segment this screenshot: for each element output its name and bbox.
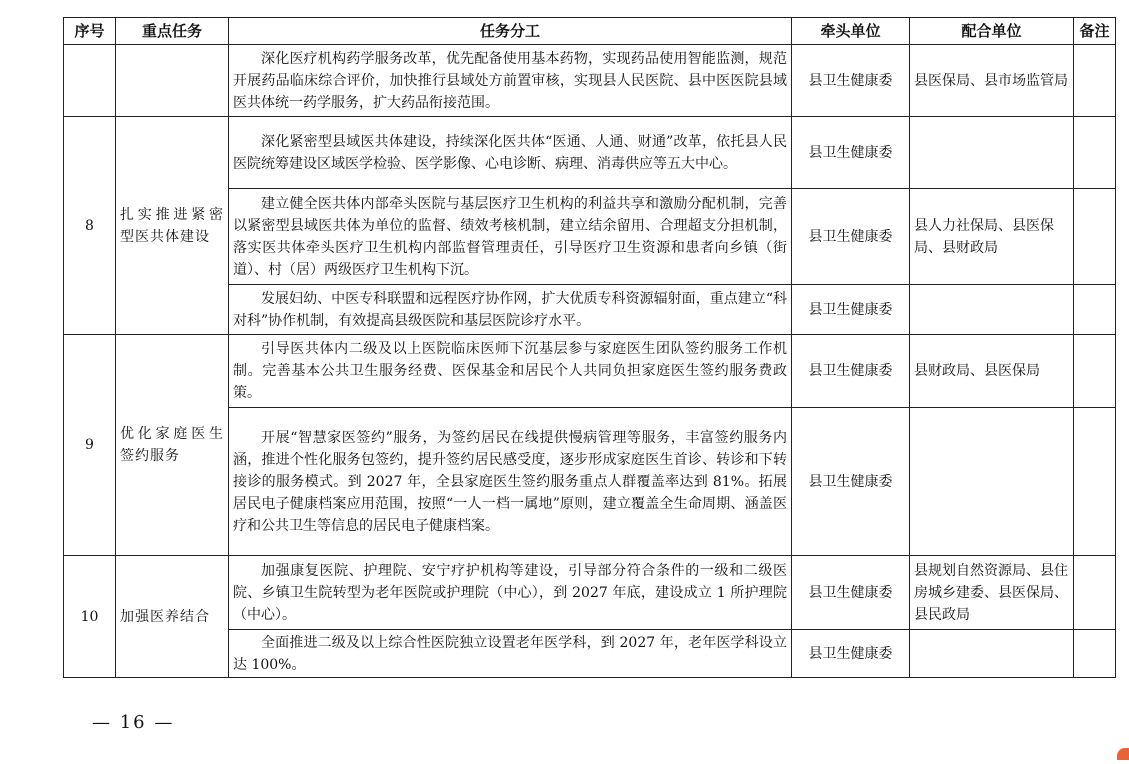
coop-unit-cell: 县财政局、县医保局	[910, 335, 1074, 408]
header-lead-unit: 牵头单位	[792, 18, 910, 45]
task-cell: 发展妇幼、中医专科联盟和远程医疗协作网，扩大优质专科资源辐射面，重点建立“科对科”协作机制，有效提高县级医院和基层医院诊疗水平。	[229, 285, 792, 335]
lead-unit-cell: 县卫生健康委	[792, 335, 910, 408]
table-row	[64, 45, 1116, 117]
key-task-cell: 优化家庭医生签约服务	[116, 335, 229, 556]
coop-unit-cell	[910, 630, 1074, 678]
table-row	[64, 556, 1116, 630]
coop-unit-cell	[910, 408, 1074, 556]
task-cell: 深化医疗机构药学服务改革，优先配备使用基本药物，实现药品使用智能监测，规范开展药品临床综合评价，加快推行县域处方前置审核，实现县人民医院、县中医医院县域医共体统一药学服务，扩大药品衔接范围。	[229, 45, 792, 117]
remark-cell	[1074, 117, 1116, 189]
remark-cell	[1074, 408, 1116, 556]
lead-unit-cell: 县卫生健康委	[792, 408, 910, 556]
remark-cell	[1074, 630, 1116, 678]
seq-cell	[64, 45, 116, 117]
remark-cell	[1074, 556, 1116, 630]
table-row	[64, 117, 1116, 189]
coop-unit-cell	[910, 285, 1074, 335]
remark-cell	[1074, 45, 1116, 117]
coop-unit-cell: 县规划自然资源局、县住房城乡建委、县医保局、县民政局	[910, 556, 1074, 630]
seq-cell: 10	[64, 556, 116, 678]
remark-cell	[1074, 335, 1116, 408]
table-row	[64, 335, 1116, 408]
coop-unit-cell	[910, 117, 1074, 189]
task-table	[63, 17, 1116, 678]
coop-unit-cell: 县医保局、县市场监管局	[910, 45, 1074, 117]
header-division: 任务分工	[229, 18, 792, 45]
lead-unit-cell: 县卫生健康委	[792, 189, 910, 285]
header-seq: 序号	[64, 18, 116, 45]
task-cell: 全面推进二级及以上综合性医院独立设置老年医学科，到 2027 年，老年医学科设立达 100%。	[229, 630, 792, 678]
header-remark: 备注	[1074, 18, 1116, 45]
task-cell: 开展“智慧家医签约”服务，为签约居民在线提供慢病管理等服务，丰富签约服务内涵，推进个性化服务包签约，提升签约居民感受度，逐步形成家庭医生首诊、转诊和下转接诊的服务模式。到 2027 年，全县家庭医生签约服务重点人群覆盖率达到 81%。拓展居民电子健康档案应用范围，按照“一人一档一属地”原则，建立覆盖全生命周期、涵盖医疗和公共卫生等信息的居民电子健康档案。	[229, 408, 792, 556]
task-cell: 引导医共体内二级及以上医院临床医师下沉基层参与家庭医生团队签约服务工作机制。完善基本公共卫生服务经费、医保基金和居民个人共同负担家庭医生签约服务费政策。	[229, 335, 792, 408]
seq-cell: 8	[64, 117, 116, 335]
task-cell: 建立健全医共体内部牵头医院与基层医疗卫生机构的利益共享和激励分配机制，完善以紧密型县域医共体为单位的监督、绩效考核机制，建立结余留用、合理超支分担机制，落实医共体牵头医疗卫生机构内部监督管理责任，引导医疗卫生资源和患者向乡镇（街道）、村（居）两级医疗卫生机构下沉。	[229, 189, 792, 285]
lead-unit-cell: 县卫生健康委	[792, 45, 910, 117]
corner-decoration	[1117, 748, 1129, 760]
lead-unit-cell: 县卫生健康委	[792, 285, 910, 335]
remark-cell	[1074, 189, 1116, 285]
table-header-row	[64, 18, 1116, 45]
key-task-cell	[116, 45, 229, 117]
task-cell: 加强康复医院、护理院、安宁疗护机构等建设，引导部分符合条件的一级和二级医院、乡镇卫生院转型为老年医院或护理院（中心），到 2027 年底，建设成立 1 所护理院（中心）。	[229, 556, 792, 630]
lead-unit-cell: 县卫生健康委	[792, 630, 910, 678]
header-key-task: 重点任务	[116, 18, 229, 45]
key-task-cell: 加强医养结合	[116, 556, 229, 678]
seq-cell: 9	[64, 335, 116, 556]
remark-cell	[1074, 285, 1116, 335]
header-coop-unit: 配合单位	[910, 18, 1074, 45]
key-task-cell: 扎实推进紧密型医共体建设	[116, 117, 229, 335]
lead-unit-cell: 县卫生健康委	[792, 556, 910, 630]
task-cell: 深化紧密型县域医共体建设，持续深化医共体“医通、人通、财通”改革，依托县人民医院统筹建设区域医学检验、医学影像、心电诊断、病理、消毒供应等五大中心。	[229, 117, 792, 189]
page-number: — 16 —	[92, 712, 175, 733]
coop-unit-cell: 县人力社保局、县医保局、县财政局	[910, 189, 1074, 285]
lead-unit-cell: 县卫生健康委	[792, 117, 910, 189]
